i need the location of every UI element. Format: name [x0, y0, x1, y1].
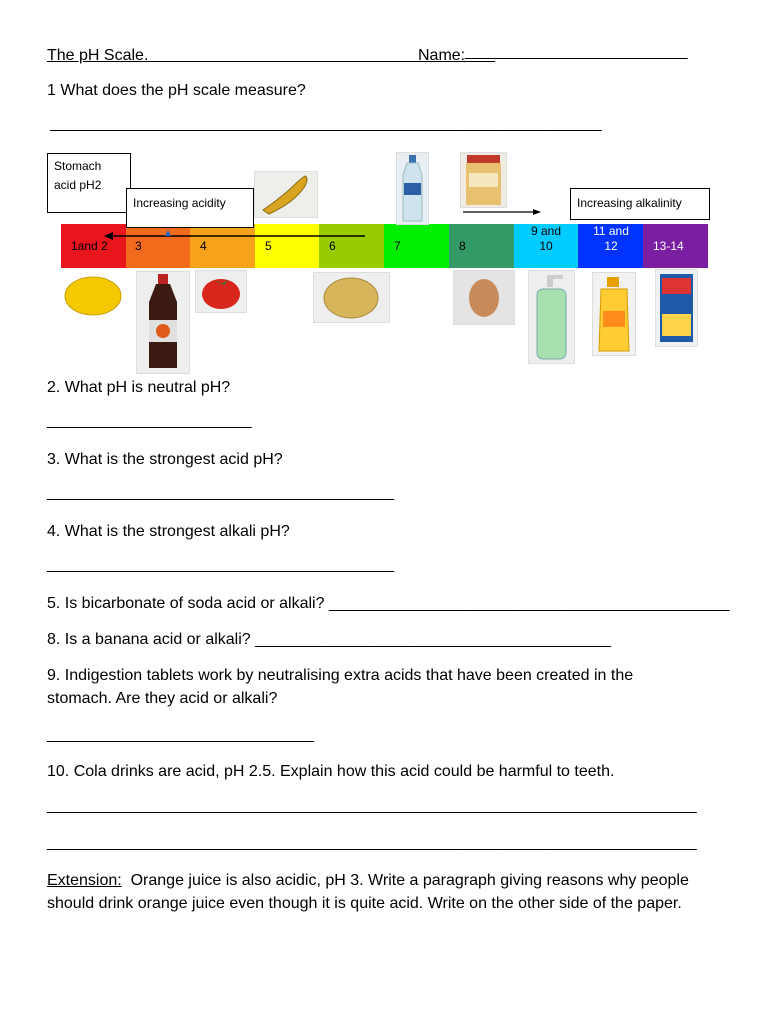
question-8 [47, 628, 611, 651]
bleach-bottle-icon [593, 273, 635, 355]
ph-segment-8: 8 [449, 224, 514, 268]
increasing-acidity-label: Increasing acidity [126, 188, 254, 228]
blue-marker [165, 230, 171, 236]
answer-line-1[interactable]: ______________________________________________________________ [50, 115, 602, 132]
answer-line-9[interactable]: ______________________________ [47, 726, 314, 743]
answer-line-2[interactable]: _______________________ [47, 412, 252, 429]
lemon-icon [61, 271, 125, 319]
tomato-icon [196, 271, 246, 312]
extension-text: Orange juice is also acidic, pH 3. Write a paragraph giving reasons why people should drink orange juice even though it is quite acid. Write on the other side of the paper. [47, 872, 694, 912]
question-3: 3. What is the strongest acid pH? [47, 451, 283, 468]
water-bottle-image [396, 152, 429, 225]
banana-icon [255, 172, 317, 217]
potato-image [313, 272, 390, 323]
egg-image [453, 270, 515, 325]
page-title: The pH Scale. [47, 47, 149, 64]
egg-icon [454, 271, 514, 324]
extension-label: Extension: [47, 872, 122, 889]
ph-segment-11-12: 11 and 12 [578, 224, 643, 268]
ph-segment-3: 3 [126, 224, 190, 268]
ph-segment-5: 5 [255, 224, 319, 268]
stomach-acid-label: Stomach acid pH2 [47, 153, 131, 213]
question-2: 2. What pH is neutral pH? [47, 379, 231, 396]
water-bottle-icon [397, 153, 428, 224]
answer-line-8[interactable]: ________________________________________ [255, 631, 612, 648]
answer-line-10a[interactable]: _________________________________________________________________________ [47, 797, 697, 814]
ph-segment-4: 4 [190, 224, 255, 268]
arrows [0, 0, 768, 280]
name-label: Name: [418, 47, 466, 64]
potato-icon [314, 273, 389, 322]
acidity-arrow-head [104, 232, 113, 240]
extension-task [47, 869, 727, 915]
name-field[interactable]: _________________________ [465, 43, 688, 60]
question-10: 10. Cola drinks are acid, pH 2.5. Explain how this acid could be harmful to teeth. [47, 763, 615, 780]
question-1: 1 What does the pH scale measure? [47, 82, 306, 99]
ph-segment-6: 6 [319, 224, 384, 268]
banana-image [254, 171, 318, 218]
cola-bottle-image [136, 271, 190, 374]
increasing-alkalinity-label: Increasing alkalinity [570, 188, 710, 220]
answer-line-10b[interactable]: _________________________________________________________________________ [47, 834, 697, 851]
answer-line-5[interactable]: _____________________________________________ [328, 595, 730, 612]
hand-soap-image [528, 270, 575, 364]
answer-line-4[interactable]: _______________________________________ [47, 556, 395, 573]
question-5 [47, 592, 729, 615]
oven-pride-image [655, 269, 698, 347]
ph-segment-1-2: 1and 2 [61, 224, 126, 268]
question-8-text: 8. Is a banana acid or alkali? [47, 631, 256, 648]
cola-bottle-icon [137, 272, 189, 373]
lemon-image [61, 271, 125, 319]
question-9: 9. Indigestion tablets work by neutralising extra acids that have been created in the stomach. Are they acid or alkali? [47, 667, 634, 707]
hand-soap-icon [529, 271, 574, 363]
question-5-text: 5. Is bicarbonate of soda acid or alkali? [47, 595, 329, 612]
alkalinity-arrow-head [533, 209, 541, 215]
question-4: 4. What is the strongest alkali pH? [47, 523, 290, 540]
bleach-bottle-image [592, 272, 636, 356]
ph-segment-9-10: 9 and 10 [514, 224, 578, 268]
bicarbonate-of-soda-image [460, 152, 507, 208]
oven-pride-box-icon [656, 270, 697, 346]
ph-segment-7: 7 [384, 224, 449, 268]
answer-line-3[interactable]: _______________________________________ [47, 484, 395, 501]
tomato-image [195, 270, 247, 313]
ph-segment-13-14: 13-14 [643, 224, 708, 268]
bicarbonate-tub-icon [461, 153, 506, 207]
